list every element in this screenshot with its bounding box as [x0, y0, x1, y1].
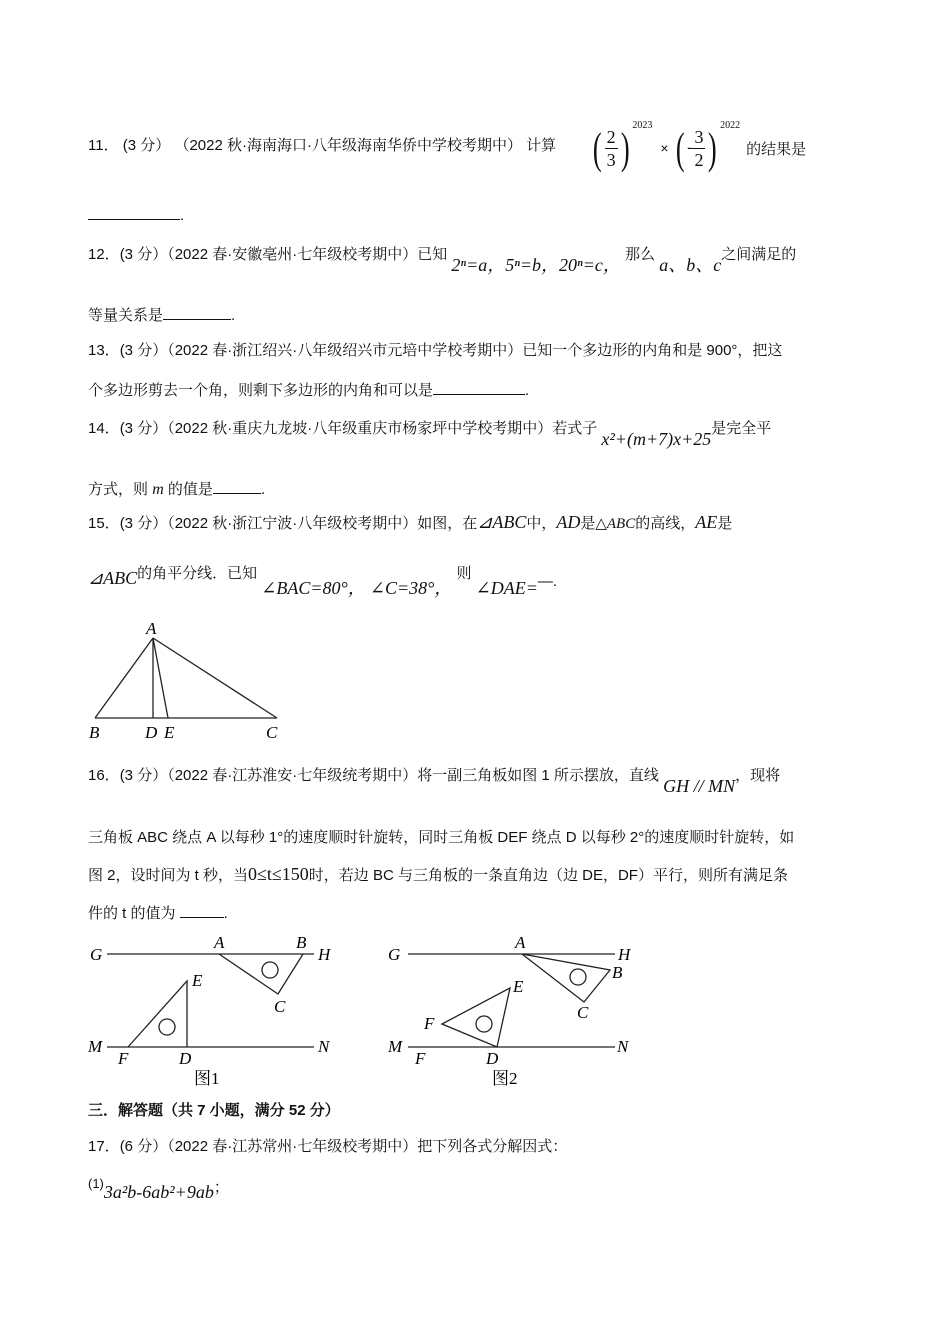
svg-text:C: C [266, 723, 278, 742]
svg-text:D: D [145, 723, 158, 742]
question-12: 12．(3 分）（2022 春·安徽亳州·七年级校考期中）已知 2ⁿ=a，5ⁿ=b，20ⁿ=c， 那么 a、b、c之间满足的 [88, 246, 797, 275]
svg-text:N: N [617, 1037, 629, 1056]
fraction-2-3: $\frac{2}{3}$ [606, 126, 616, 170]
q11-answer-blank[interactable] [88, 205, 180, 220]
svg-text:E: E [513, 977, 524, 996]
question-16: 16．(3 分）（2022 春·江苏淮安·七年级统考期中）将一副三角板如图 1 所示摆放，直线 GH // MN，现将 [88, 767, 781, 796]
q16-figure-1 [82, 932, 342, 1096]
question-11 [88, 136, 556, 156]
q12-answer-blank[interactable] [163, 305, 231, 320]
question-15-line2: ⊿ABC的角平分线．已知 ∠BAC=80°， ∠C=38°， 则 ∠DAE=—. [88, 565, 558, 598]
q11-source: （2022 秋·海南海口·八年级海南华侨中学校考期中） [174, 137, 522, 154]
question-13: 13．(3 分）（2022 春·浙江绍兴·八年级绍兴市元培中学校考期中）已知一个多边形的内角和是 900°，把这 [88, 342, 783, 359]
q14-polynomial: x²+(m+7)x+25 [601, 429, 712, 449]
svg-text:F: F [424, 1014, 435, 1033]
q16-figure-2 [380, 932, 645, 1096]
question-16-line2: 三角板 ABC 绕点 A 以每秒 1°的速度顺时针旋转，同时三角板 DEF 绕点 D 以每秒 2°的速度顺时针旋转，如 [88, 829, 795, 846]
question-16-line3: 图 2，设时间为 t 秒，当0≤t≤150时，若边 BC 与三角板的一条直角边（边 DE，DF）平行，则所有满足条 [88, 864, 788, 884]
q11-number: 11． [88, 137, 119, 154]
svg-text:A: A [214, 933, 225, 952]
q11-answer-line: . [88, 205, 184, 226]
svg-text:图1: 图1 [194, 1069, 220, 1088]
svg-text:B: B [612, 963, 623, 982]
section-3-heading: 三．解答题（共 7 小题，满分 52 分） [88, 1102, 340, 1119]
q14-answer-blank[interactable] [213, 479, 261, 494]
question-12-line2: 等量关系是 . [88, 307, 236, 324]
svg-text:E: E [192, 971, 203, 990]
q16-answer-blank[interactable] [180, 903, 224, 918]
question-13-line2: 个多边形剪去一个角，则剩下多边形的内角和可以是 . [88, 382, 530, 399]
q17-part1-expression: 3a²b-6ab²+9ab [103, 1182, 214, 1202]
q16-parallel-lines: GH // MN [663, 776, 736, 796]
svg-text:H: H [618, 945, 631, 964]
svg-text:B: B [296, 933, 307, 952]
svg-text:A: A [515, 933, 526, 952]
svg-text:A: A [146, 619, 157, 638]
svg-text:G: G [388, 945, 401, 964]
question-14-line2: 方式，则 m 的值是 . [88, 481, 266, 498]
svg-text:F: F [118, 1049, 129, 1068]
question-17-part-1: (1)3a²b-6ab²+9ab； [88, 1176, 229, 1202]
q13-answer-blank[interactable] [433, 380, 525, 395]
q15-triangle-figure [85, 618, 300, 747]
q11-expression: ( $\frac{2}{3}$ ) $^{2023}$ × ( - $\frac{3}{2}$ ) $^{2022}$ 的结果是 [592, 120, 807, 173]
svg-text:F: F [415, 1049, 426, 1068]
svg-text:M: M [388, 1037, 403, 1056]
question-15: 15．(3 分）（2022 秋·浙江宁波·八年级校考期中）如图，在⊿ABC中，AD是△ABC的高线，AE是 [88, 512, 733, 532]
question-17: 17．(6 分）（2022 春·江苏常州·七年级校考期中）把下列各式分解因式： [88, 1138, 568, 1155]
svg-text:N: N [318, 1037, 330, 1056]
svg-text:C: C [577, 1003, 589, 1022]
q11-stem: 计算 [526, 137, 557, 154]
fraction-3-2: $\frac{3}{2}$ [694, 126, 704, 170]
question-14: 14．(3 分）（2022 秋·重庆九龙坡·八年级重庆市杨家坪中学校考期中）若式子 x²+(m+7)x+25是完全平 [88, 420, 772, 449]
svg-text:M: M [88, 1037, 103, 1056]
svg-text:E: E [164, 723, 175, 742]
q12-variables: a、b、c [659, 255, 722, 275]
question-16-line4: 件的 t 的值为 . [88, 905, 228, 922]
svg-text:C: C [274, 997, 286, 1016]
svg-text:D: D [179, 1049, 192, 1068]
svg-text:B: B [89, 723, 100, 742]
svg-text:G: G [90, 945, 103, 964]
svg-text:H: H [318, 945, 331, 964]
q15-answer-blank[interactable]: —. [537, 573, 558, 590]
q12-given-equations: 2ⁿ=a，5ⁿ=b，20ⁿ=c， [451, 255, 621, 275]
svg-text:图2: 图2 [492, 1069, 518, 1088]
svg-text:D: D [486, 1049, 499, 1068]
q11-score: (3 分） [122, 137, 171, 154]
